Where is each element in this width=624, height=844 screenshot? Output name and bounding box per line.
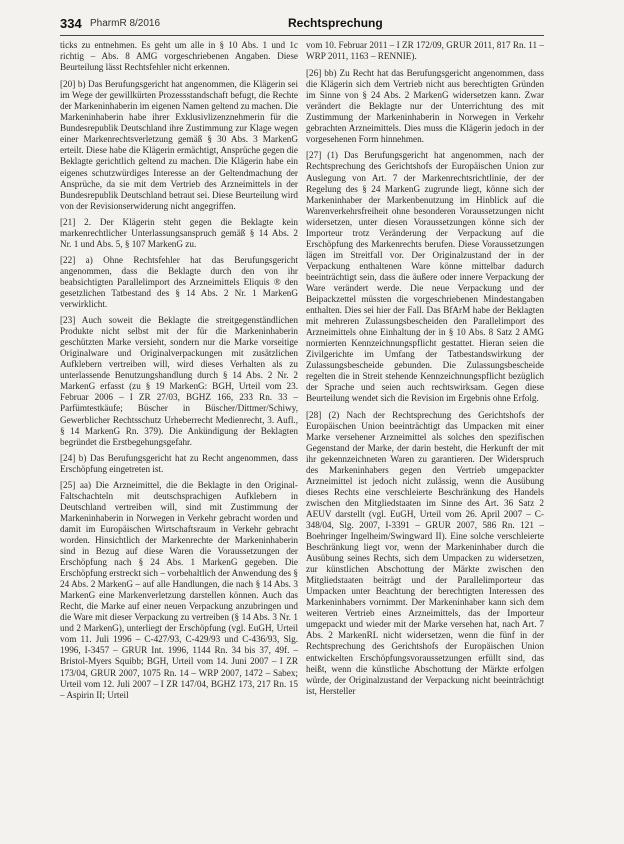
paragraph: [27] (1) Das Berufungsgericht hat angenommen, nach der Rechtsprechung des Gerichtshofs der Europäischen Union zur Auslegung von Art. 7 der Markenrechtsrichtlinie, der der Regelung des § 24 MarkenG zugrunde liegt, könne sich der Markeninhaber der Markenbenutzung im Hinblick auf die Warenverkehrsfreiheit ohne besonderen Voraussetzungen nicht widersetzen, unter diesen Voraussetzungen könne sich der Importeur trotz Veränderung der Verpackung auf die Erschöpfung des Markenrechts berufen. Diese Voraussetzungen lägen im Streitfall vor. Der Originalzustand der in der Verpackung enthaltenen Ware könne mittelbar dadurch beeinträchtigt sein, dass die äußere oder innere Verpackung der Ware verändert werde. Die neue Verpackung und der Beipackzettel müssten die vorgeschriebenen Mindestangaben enthalten. Dies sei hier der Fall. Das BfArM habe der Beklagten mit mehreren Zulassungsbescheiden den Parallelimport des Arzneimittels ohne Einhaltung der in § 10 Abs. 8 Satz 2 AMG normierten Kennzeichnungspflicht gestattet. Hieran seien die Zivilgerichte im Umfang der Tatbestandswirkung der Zulassungsbescheide gebunden. Die Zulassungsbescheide regelten die in Streit stehende Kennzeichnungspflicht bezüglich der Sprache und seien auch rechtswirksam. Gegen diese Beurteilung wendet sich die Revision im Ergebnis ohne Erfolg. bbox=[306, 150, 544, 404]
paragraph: [24] b) Das Berufungsgericht hat zu Recht angenommen, dass Erschöpfung eingetreten ist. bbox=[60, 452, 298, 474]
section-title: Rechtsprechung bbox=[288, 16, 383, 30]
paragraph: [22] a) Ohne Rechtsfehler hat das Berufungsgericht angenommen, dass die Beklagte durch den von ihr beabsichtigten Parallelimport des Arzneimittels Eliquis ® den gesetzlichen Tatbestand des § 14 Abs. 2 Nr. 1 MarkenG verwirklicht. bbox=[60, 254, 298, 310]
header-rule bbox=[60, 35, 544, 36]
paragraph: [21] 2. Der Klägerin steht gegen die Beklagte kein markenrechtlicher Unterlassungsanspruch gemäß § 14 Abs. 2 Nr. 1 und Abs. 5, § 107 MarkenG zu. bbox=[60, 216, 298, 249]
paragraph: [23] Auch soweit die Beklagte die streitgegenständlichen Produkte nicht selbst mit der für die Markeninhaberin geschützten Marke versieht, sondern nur die Marke vorseitige Originalware und Originalverpackungen mit zusätzlichen Aufklebern vertreiben will, wird dieses Verhalten als zu unterlassende Benutzungshandlung durch § 14 Abs. 2 Nr. 2 MarkenG erfasst (zu § 19 MarkenG: BGH, Urteil vom 23. Februar 2006 – I ZR 27/03, BGHZ 166, 233 Rn. 33 – Parfümtestkäufe; Büscher in Büscher/Dittmer/Schiwy, Gewerblicher Rechtsschutz Urheberrecht Medienrecht, 3. Aufl., § 14 MarkenG Rn. 379). Die Ankündigung der Beklagten begründet die Erstbegehungsgefahr. bbox=[60, 315, 298, 447]
page-header bbox=[60, 16, 544, 38]
paragraph: [26] bb) Zu Recht hat das Berufungsgericht angenommen, dass die Klägerin sich dem Vertrieb nicht aus berechtigten Gründen im Sinne von § 24 Abs. 2 MarkenG widersetzen kann. Zwar verändert die Beklagte nur der Unterrichtung des mit Zustimmung der Markeninhaberin in Norwegen in Verkehr gebrachten Arzneimittels. Dies muss die Klägerin jedoch in der vorgesehenen Form hinnehmen. bbox=[306, 68, 544, 145]
left-column bbox=[60, 40, 298, 706]
paragraph: ticks zu entnehmen. Es geht um alle in § 10 Abs. 1 und 1c richtig – Abs. 8 AMG vorgeschriebenen Angaben. Diese Beurteilung lässt Rechtsfehler nicht erkennen. bbox=[60, 40, 298, 73]
journal-reference: PharmR 8/2016 bbox=[90, 18, 161, 29]
paragraph: [25] aa) Die Arzneimittel, die die Beklagte in den Original-Faltschachteln mit deutschsprachigen Aufklebern in Deutschland vertreiben will, sind mit Zustimmung der Markeninhaberin in Norwegen in Verkehr gebracht worden und damit im Europäischen Wirtschaftsraum in Verkehr gebracht worden. Hinsichtlich der Markenrechte der Markeninhaberin sind in Bezug auf diese Waren die Voraussetzungen der Erschöpfung nach § 24 Abs. 1 MarkenG gegeben. Die Erschöpfung erstreckt sich – vorbehaltlich der Anwendung des § 24 Abs. 2 MarkenG – auf alle Handlungen, die nach § 14 Abs. 3 MarkenG eine Markenverletzung darstellen können. Auch das Recht, die Marke auf einer neuen Verpackung anzubringen und die Ware mit dieser Verpackung zu vertreiben (§ 14 Abs. 3 Nr. 1 und 2 MarkenG), unterliegt der Erschöpfung (vgl. EuGH, Urteil vom 11. Juli 1996 – C-427/93, C-429/93 und C-436/93, Slg. 1996, I-3457 – GRUR Int. 1996, 1144 Rn. 34 bis 37, 49f. – Bristol-Myers Squibb; BGH, Urteil vom 14. Juni 2007 – I ZR 173/04, GRUR 2007, 1075 Rn. 14 – WRP 2007, 1472 – Sabex; Urteil vom 12. Juli 2007 – I ZR 147/04, BGHZ 173, 217 Rn. 15 – Aspirin II; Urteil bbox=[60, 479, 298, 700]
right-column bbox=[306, 40, 544, 702]
paragraph: vom 10. Februar 2011 – I ZR 172/09, GRUR 2011, 817 Rn. 11 – WRP 2011, 1163 – RENNIE). bbox=[306, 40, 544, 62]
paragraph: [28] (2) Nach der Rechtsprechung des Gerichtshofs der Europäischen Union beeinträchtigt das Umpacken mit einer Marke versehener Arzneimittel als solches den spezifischen Gegenstand der Marke, der darin besteht, die Herkunft der mit ihr gekennzeichneten Waren zu garantieren. Der Widerspruch des Markeninhabers gegen den Vertrieb umgepackter Arzneimittel ist jedoch nicht zulässig, wenn die Ausübung dieses Rechts eine verschleierte Beschränkung des Handels zwischen den Mitgliedstaaten im Sinne des Art. 36 Satz 2 AEUV darstellt (vgl. EuGH, Urteil vom 26. April 2007 – C-348/04, Slg. 2007, I-3391 – GRUR 2007, 586 Rn. 121 – Boehringer Ingelheim/Swingward II). Eine solche verschleierte Beschränkung liegt vor, wenn der Markeninhaber durch die Ausübung seines Rechts, sich dem Umpacken zu widersetzen, zur künstlichen Abschottung der Märkte zwischen den Mitgliedstaaten beiträgt und der Parallelimporteur das Umpacken unter Beachtung der berechtigten Interessen des Markeninhabers vornimmt. Der Markeninhaber kann sich dem weiteren Vertrieb eines Arzneimittels, das der Importeur umgepackt und wieder mit der Marke versehen hat, nach Art. 7 Abs. 2 MarkenRL nicht widersetzen, wenn die fünf in der Rechtsprechung des Gerichtshofs der Europäischen Union entwickelten Erschöpfungsvoraussetzungen erfüllt sind, das heißt, wenn die künstliche Abschottung der Märkte erfolgen würde, der Originalzustand der Verpackung nicht beeinträchtigt ist, Hersteller bbox=[306, 409, 544, 696]
page-number: 334 bbox=[60, 16, 82, 31]
paragraph: [20] b) Das Berufungsgericht hat angenommen, die Klägerin sei im Wege der gewillkürten Prozessstandschaft befugt, die Rechte der Markeninhaberin im eigenen Namen geltend zu machen. Die Markeninhaberin habe ihrer Exklusivlizenznehmerin für die Bundesrepublik Deutschland ihre Zustimmung zur Klage wegen einer Markenrechtsverletzung gemäß § 30 Abs. 3 MarkenG erteilt. Diese habe die Klägerin ermächtigt, Ansprüche gegen die Beklagte gerichtlich geltend zu machen. Die Klägerin habe ein eigenes schutzwürdiges Interesse an der Geltendmachung der Ansprüche, da sie mit dem Vertrieb des Arzneimittels in der Bundesrepublik Deutschland betraut sei. Diese Beurteilung wird von der Revisionserwiderung nicht angegriffen. bbox=[60, 79, 299, 211]
